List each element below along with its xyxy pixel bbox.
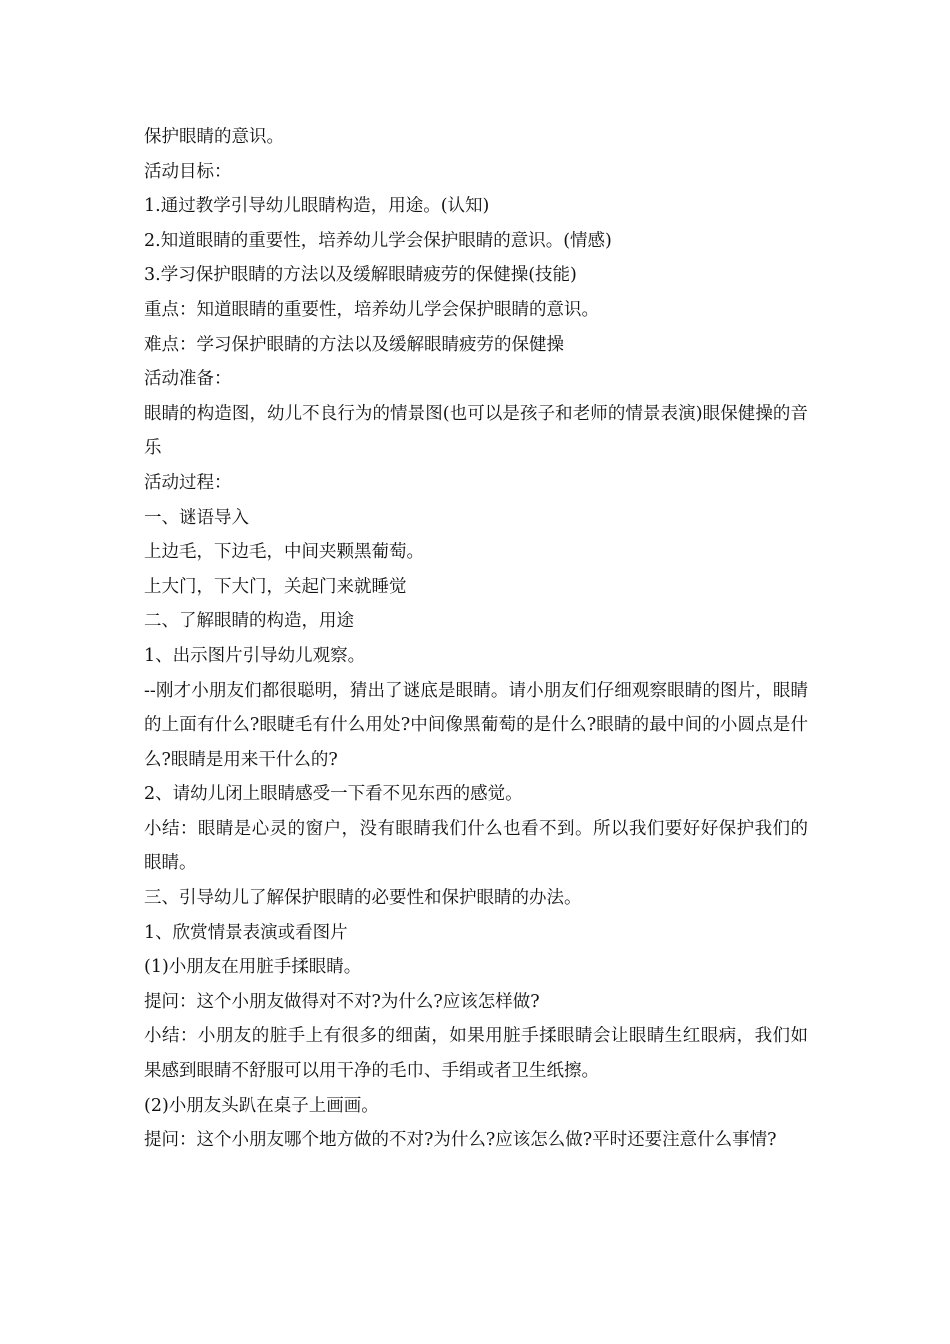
list-item: 1.通过教学引导幼儿眼睛构造，用途。(认知) (144, 196, 490, 217)
section-heading-preparation: 活动准备： (144, 369, 232, 390)
paragraph-difficulty: 难点：学习保护眼睛的方法以及缓解眼睛疲劳的保健操 (144, 334, 564, 355)
list-item: 2.知道眼睛的重要性，培养幼儿学会保护眼睛的意识。(情感) (144, 230, 612, 251)
paragraph-riddle: 上边毛，下边毛，中间夹颗黑葡萄。 (144, 542, 424, 563)
paragraph-question: 提问：这个小朋友哪个地方做的不对?为什么?应该怎么做?平时还要注意什么事情? (144, 1130, 777, 1151)
list-item: 3.学习保护眼睛的方法以及缓解眼睛疲劳的保健操(技能) (144, 265, 577, 286)
paragraph-question: 提问：这个小朋友做得对不对?为什么?应该怎样做? (144, 991, 540, 1012)
list-item: 1、欣赏情景表演或看图片 (144, 922, 348, 943)
paragraph: 眼睛的构造图，幼儿不良行为的情景图(也可以是孩子和老师的情景表演)眼保健操的音乐 (144, 403, 808, 459)
list-item: (1)小朋友在用脏手揉眼睛。 (144, 957, 362, 978)
paragraph-summary: 小结：小朋友的脏手上有很多的细菌，如果用脏手揉眼睛会让眼睛生红眼病，我们如果感到眼睛不舒服可以用干净的毛巾、手绢或者卫生纸擦。 (144, 1026, 808, 1082)
paragraph-summary: 小结：眼睛是心灵的窗户，没有眼睛我们什么也看不到。所以我们要好好保护我们的眼睛。 (144, 818, 808, 874)
paragraph: 保护眼睛的意识。 (144, 127, 284, 147)
subsection-heading: 一、谜语导入 (144, 507, 249, 528)
list-item: 2、请幼儿闭上眼睛感受一下看不见东西的感觉。 (144, 784, 523, 805)
list-item: 1、出示图片引导幼儿观察。 (144, 645, 366, 666)
document-body (144, 120, 808, 1158)
section-heading-process: 活动过程： (144, 472, 232, 493)
paragraph: --刚才小朋友们都很聪明，猜出了谜底是眼睛。请小朋友们仔细观察眼睛的图片，眼睛的上面有什么?眼睫毛有什么用处?中间像黑葡萄的是什么?眼睛的最中间的小圆点是什么?眼睛是用来干什么的? (144, 680, 808, 770)
subsection-heading: 三、引导幼儿了解保护眼睛的必要性和保护眼睛的办法。 (144, 888, 582, 909)
list-item: (2)小朋友头趴在桌子上画画。 (144, 1095, 379, 1116)
subsection-heading: 二、了解眼睛的构造，用途 (144, 611, 354, 632)
paragraph-riddle: 上大门，下大门，关起门来就睡觉 (144, 576, 407, 597)
paragraph-key-point: 重点：知道眼睛的重要性，培养幼儿学会保护眼睛的意识。 (144, 299, 599, 320)
section-heading-goals: 活动目标： (144, 161, 232, 182)
